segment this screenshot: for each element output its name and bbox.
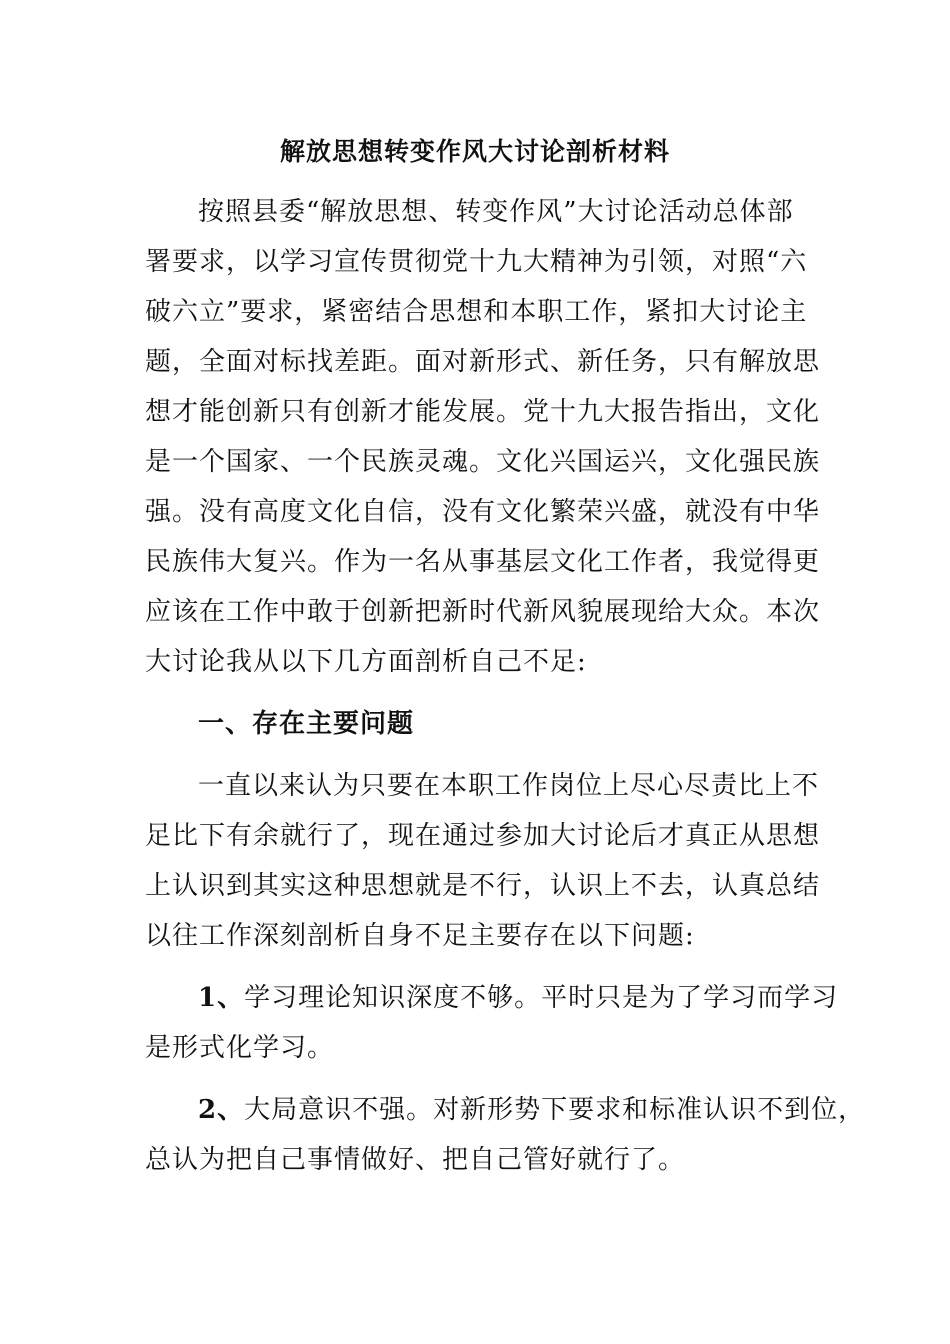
section-heading: 一、存在主要问题 — [198, 709, 415, 739]
section-line: 一直以来认为只要在本职工作岗位上尽心尽责比上不 — [198, 771, 820, 801]
intro-line: 想才能创新只有创新才能发展。党十九大报告指出，文化 — [145, 397, 821, 427]
intro-line: 大讨论我从以下几方面剖析自己不足: — [145, 647, 587, 677]
intro-line: 民族伟大复兴。作为一名从事基层文化工作者，我觉得更 — [145, 547, 821, 577]
list-item — [198, 978, 839, 1018]
item-text: 学习理论知识深度不够。平时只是为了学习而学习 — [244, 983, 839, 1013]
intro-line: 署要求，以学习宣传贯彻党十九大精神为引领，对照“六 — [145, 247, 808, 277]
intro-line: 按照县委“解放思想、转变作风”大讨论活动总体部 — [198, 197, 794, 227]
item-continuation: 是形式化学习。 — [145, 1033, 335, 1063]
intro-line: 破六立”要求，紧密结合思想和本职工作，紧扣大讨论主 — [145, 297, 808, 327]
list-item — [198, 1090, 866, 1130]
item-continuation: 总认为把自己事情做好、把自己管好就行了。 — [145, 1145, 686, 1175]
item-text: 大局意识不强。对新形势下要求和标准认识不到位， — [244, 1095, 866, 1125]
intro-line: 题，全面对标找差距。面对新形式、新任务，只有解放思 — [145, 347, 821, 377]
item-number: 2、 — [198, 1095, 245, 1125]
section-line: 以往工作深刻剖析自身不足主要存在以下问题: — [145, 921, 695, 951]
section-line: 上认识到其实这种思想就是不行，认识上不去，认真总结 — [145, 871, 821, 901]
intro-line: 强。没有高度文化自信，没有文化繁荣兴盛，就没有中华 — [145, 497, 821, 527]
section-line: 足比下有余就行了，现在通过参加大讨论后才真正从思想 — [145, 821, 821, 851]
document-title: 解放思想转变作风大讨论剖析材料 — [279, 137, 670, 166]
intro-line: 应该在工作中敢于创新把新时代新风貌展现给大众。本次 — [145, 597, 821, 627]
intro-line: 是一个国家、一个民族灵魂。文化兴国运兴，文化强民族 — [145, 447, 821, 477]
item-number: 1、 — [198, 983, 245, 1013]
